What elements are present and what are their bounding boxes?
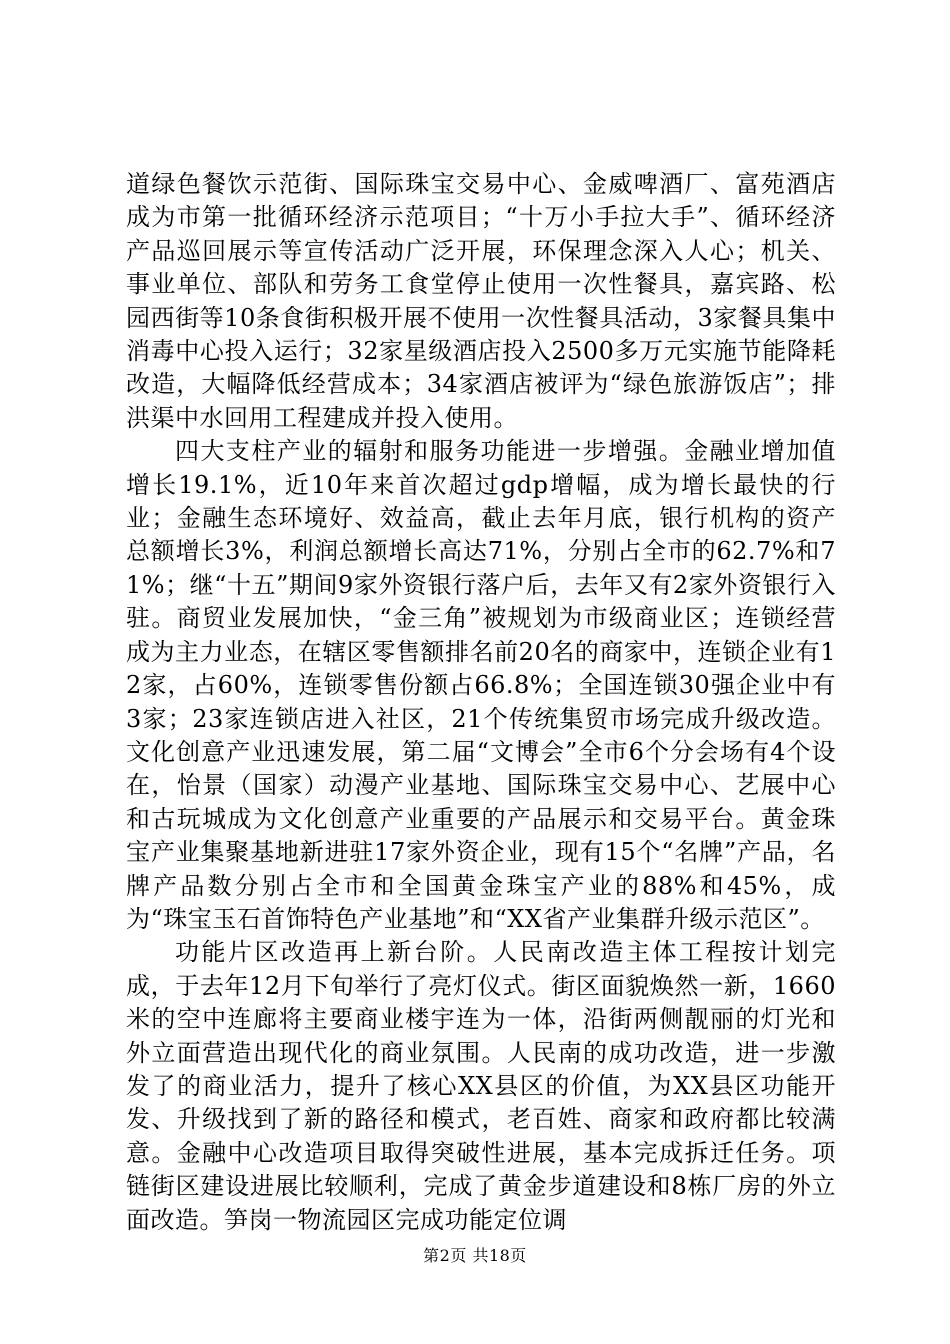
page-number-footer: 第2页 共18页 bbox=[423, 1246, 527, 1265]
document-body bbox=[126, 168, 836, 1237]
paragraph-pillar-industries: 四大支柱产业的辐射和服务功能进一步增强。金融业增加值增长19.1%，近10年来首次超过gdp增幅，成为增长最快的行业；金融生态环境好、效益高，截止去年月底，银行机构的资产总额增长3%，利润总额增长高达71%，分别占全市的62.7%和71%；继“十五”期间9家外资银行落户后，去年又有2家外资银行入驻。商贸业发展加快，“金三角”被规划为市级商业区；连锁经营成为主力业态，在辖区零售额排名前20名的商家中，连锁企业有12家，占60%，连锁零售份额占66.8%；全国连锁30强企业中有3家；23家连锁店进入社区，21个传统集贸市场完成升级改造。文化创意产业迅速发展，第二届“文博会”全市6个分会场有4个设在，怡景（国家）动漫产业基地、国际珠宝交易中心、艺展中心和古玩城成为文化创意产业重要的产品展示和交易平台。黄金珠宝产业集聚基地新进驻17家外资企业，现有15个“名牌”产品，名牌产品数分别占全市和全国黄金珠宝产业的88%和45%，成为“珠宝玉石首饰特色产业基地”和“XX省产业集群升级示范区”。 bbox=[126, 437, 836, 933]
paragraph-continued: 道绿色餐饮示范街、国际珠宝交易中心、金威啤酒厂、富苑酒店成为市第一批循环经济示范项目；“十万小手拉大手”、循环经济产品巡回展示等宣传活动广泛开展，环保理念深入人心；机关、事业单位、部队和劳务工食堂停止使用一次性餐具，嘉宾路、松园西街等10条食街积极开展不使用一次性餐具活动，3家餐具集中消毒中心投入运行；32家星级酒店投入2500多万元实施节能降耗改造，大幅降低经营成本；34家酒店被评为“绿色旅游饭店”；排洪渠中水回用工程建成并投入使用。 bbox=[126, 170, 836, 432]
paragraph-district-renovation: 功能片区改造再上新台阶。人民南改造主体工程按计划完成，于去年12月下旬举行了亮灯仪式。街区面貌焕然一新，1660米的空中连廊将主要商业楼宇连为一体，沿街两侧靓丽的灯光和外立面营造出现代化的商业氛围。人民南的成功改造，进一步激发了的商业活力，提升了核心XX县区的价值，为XX县区功能开发、升级找到了新的路径和模式，老百姓、商家和政府都比较满意。金融中心改造项目取得突破性进展，基本完成拆迁任务。项链街区建设进展比较顺利，完成了黄金步道建设和8栋厂房的外立面改造。笋岗一物流园区完成功能定位调 bbox=[126, 938, 836, 1234]
